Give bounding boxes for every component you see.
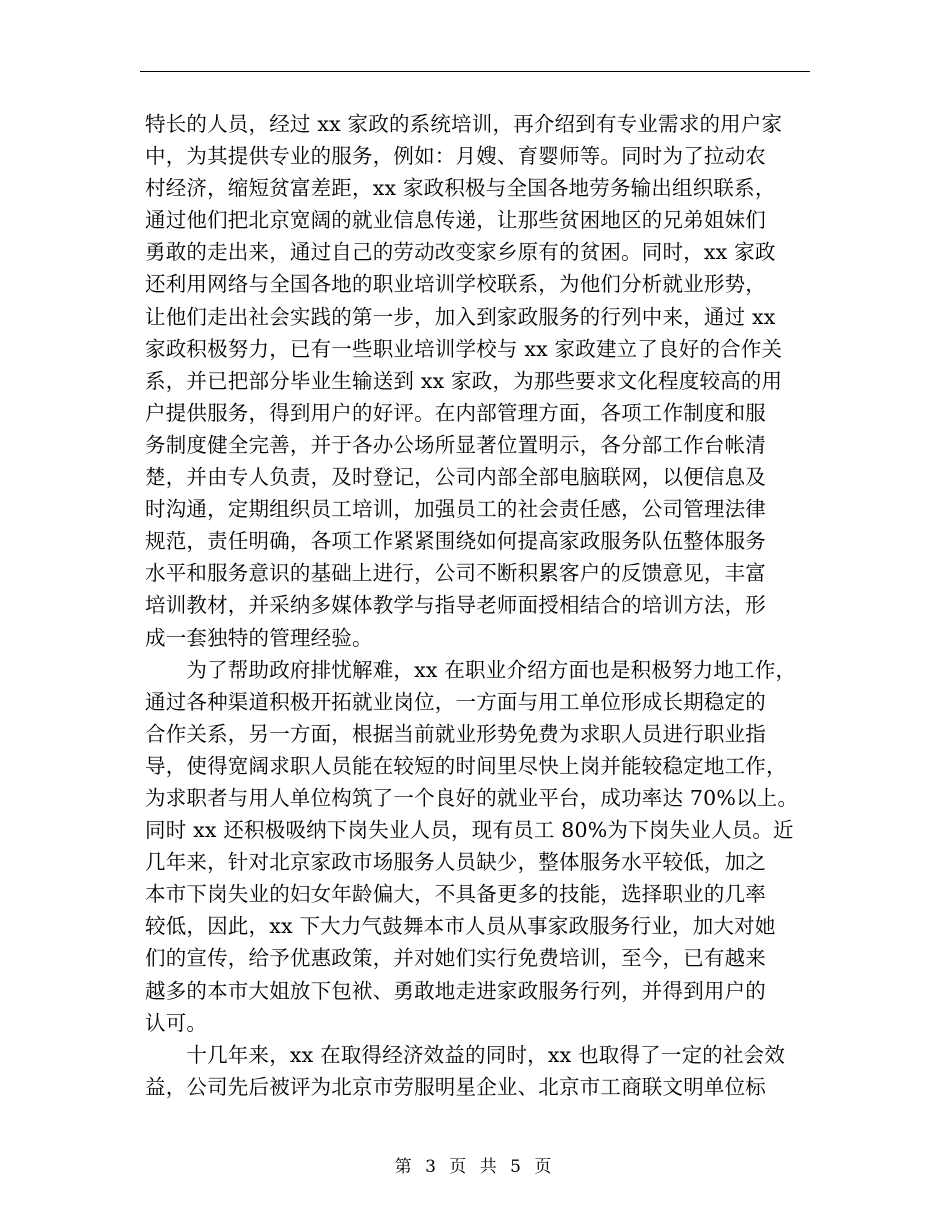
text-line: 越多的本市大姐放下包袱、勇敢地走进家政服务行列，并得到用户的 bbox=[145, 978, 766, 1003]
text-line: 家政积极努力，已有一些职业培训学校与 xx 家政建立了良好的合作关 bbox=[145, 336, 783, 361]
text-line: 益，公司先后被评为北京市劳服明星企业、北京市工商联文明单位标 bbox=[145, 1074, 766, 1099]
text-line: 村经济，缩短贫富差距，xx 家政积极与全国各地劳务输出组织联系， bbox=[145, 176, 776, 201]
text-line: 合作关系，另一方面，根据当前就业形势免费为求职人员进行职业指 bbox=[145, 721, 766, 746]
text-line: 户提供服务，得到用户的好评。在内部管理方面，各项工作制度和服 bbox=[145, 400, 766, 425]
body-text bbox=[145, 108, 811, 1103]
text-line: 水平和服务意识的基础上进行，公司不断积累客户的反馈意见，丰富 bbox=[145, 561, 766, 586]
text-line: 为求职者与用人单位构筑了一个良好的就业平台，成功率达 70%以上。 bbox=[145, 785, 799, 810]
text-line: 成一套独特的管理经验。 bbox=[145, 625, 373, 650]
text-line: 系，并已把部分毕业生输送到 xx 家政，为那些要求文化程度较高的用 bbox=[145, 368, 783, 393]
text-line: 勇敢的走出来，通过自己的劳动改变家乡原有的贫困。同时，xx 家政 bbox=[145, 240, 776, 265]
text-line: 培训教材，并采纳多媒体教学与指导老师面授相结合的培训方法，形 bbox=[145, 593, 766, 618]
text-line: 们的宣传，给予优惠政策，并对她们实行免费培训，至今，已有越来 bbox=[145, 946, 766, 971]
text-line: 通过他们把北京宽阔的就业信息传递，让那些贫困地区的兄弟姐妹们 bbox=[145, 208, 766, 233]
text-line: 中，为其提供专业的服务，例如：月嫂、育婴师等。同时为了拉动农 bbox=[145, 144, 766, 169]
text-line: 让他们走出社会实践的第一步，加入到家政服务的行列中来，通过 xx bbox=[145, 304, 776, 329]
text-line: 务制度健全完善，并于各办公场所显著位置明示，各分部工作台帐清 bbox=[145, 432, 766, 457]
text-line: 楚，并由专人负责，及时登记，公司内部全部电脑联网，以便信息及 bbox=[145, 465, 766, 490]
text-line: 较低，因此，xx 下大力气鼓舞本市人员从事家政服务行业，加大对她 bbox=[145, 914, 776, 939]
text-line: 认可。 bbox=[145, 1010, 208, 1035]
text-line: 时沟通，定期组织员工培训，加强员工的社会责任感，公司管理法律 bbox=[145, 497, 766, 522]
text-line: 特长的人员，经过 xx 家政的系统培训，再介绍到有专业需求的用户家 bbox=[145, 112, 783, 136]
text-line: 通过各种渠道积极开拓就业岗位，一方面与用工单位形成长期稳定的 bbox=[145, 689, 766, 714]
text-line: 十几年来，xx 在取得经济效益的同时，xx 也取得了一定的社会效 bbox=[145, 1042, 786, 1067]
text-line: 同时 xx 还积极吸纳下岗失业人员，现有员工 80%为下岗失业人员。近 bbox=[145, 818, 794, 843]
text-line: 规范，责任明确，各项工作紧紧围绕如何提高家政服务队伍整体服务 bbox=[145, 529, 766, 554]
text-line: 导，使得宽阔求职人员能在较短的时间里尽快上岗并能较稳定地工作， bbox=[145, 753, 787, 778]
text-line: 本市下岗失业的妇女年龄偏大，不具备更多的技能，选择职业的几率 bbox=[145, 882, 766, 907]
text-line: 还利用网络与全国各地的职业培训学校联系，为他们分析就业形势， bbox=[145, 272, 766, 297]
page-footer: 第 3 页 共 5 页 bbox=[394, 1157, 556, 1177]
text-line: 为了帮助政府排忧解难，xx 在职业介绍方面也是积极努力地工作， bbox=[145, 657, 797, 682]
header-rule bbox=[140, 71, 810, 72]
text-line: 几年来，针对北京家政市场服务人员缺少，整体服务水平较低，加之 bbox=[145, 850, 766, 875]
